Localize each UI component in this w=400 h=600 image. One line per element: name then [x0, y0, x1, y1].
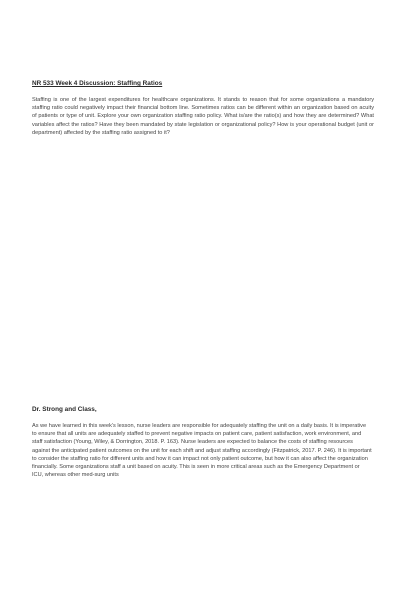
discussion-prompt: Staffing is one of the largest expenditures for healthcare organizations. It stands to reason that for some organizations a mandatory staffing ratio could negatively impact their financial bottom line. Sometimes ratios can be different within an organization based on acuity of patients or type of unit. Explore your own organization staffing ratio policy. What is/are the ratio(s) and how they are determined? What variables affect the ratios? Have they been mandated by state legislation or organizational policy? How is your operational budget (unit or department) affected by the staffing ratio assigned to it? [32, 97, 374, 136]
response-salutation: Dr. Strong and Class, [32, 406, 97, 413]
response-body: As we have learned in this week’s lesson, nurse leaders are responsible for adequately staffing the unit on a daily basis. It is imperative to ensure that all units are adequately staffed to prevent negative impacts on patient care, patient satisfaction, work environment, and staff satisfaction (Young, Wiley, & Dorrington, 2018. P. 163). Nurse leaders are expected to balance the costs of staffing resources against the anticipated patient outcomes on the unit for each shift and adjust staffing accordingly (Fitzpatrick, 2017. P. 246). It is important to consider the staffing ratio for different units and how it can impact not only patient outcome, but how it can also affect the organization financially. Some organizations staff a unit based on acuity. This is seen in more critical areas such as the Emergency Department or ICU, whereas other med-surg units [32, 423, 372, 479]
discussion-title: NR 533 Week 4 Discussion: Staffing Ratios [32, 80, 163, 87]
